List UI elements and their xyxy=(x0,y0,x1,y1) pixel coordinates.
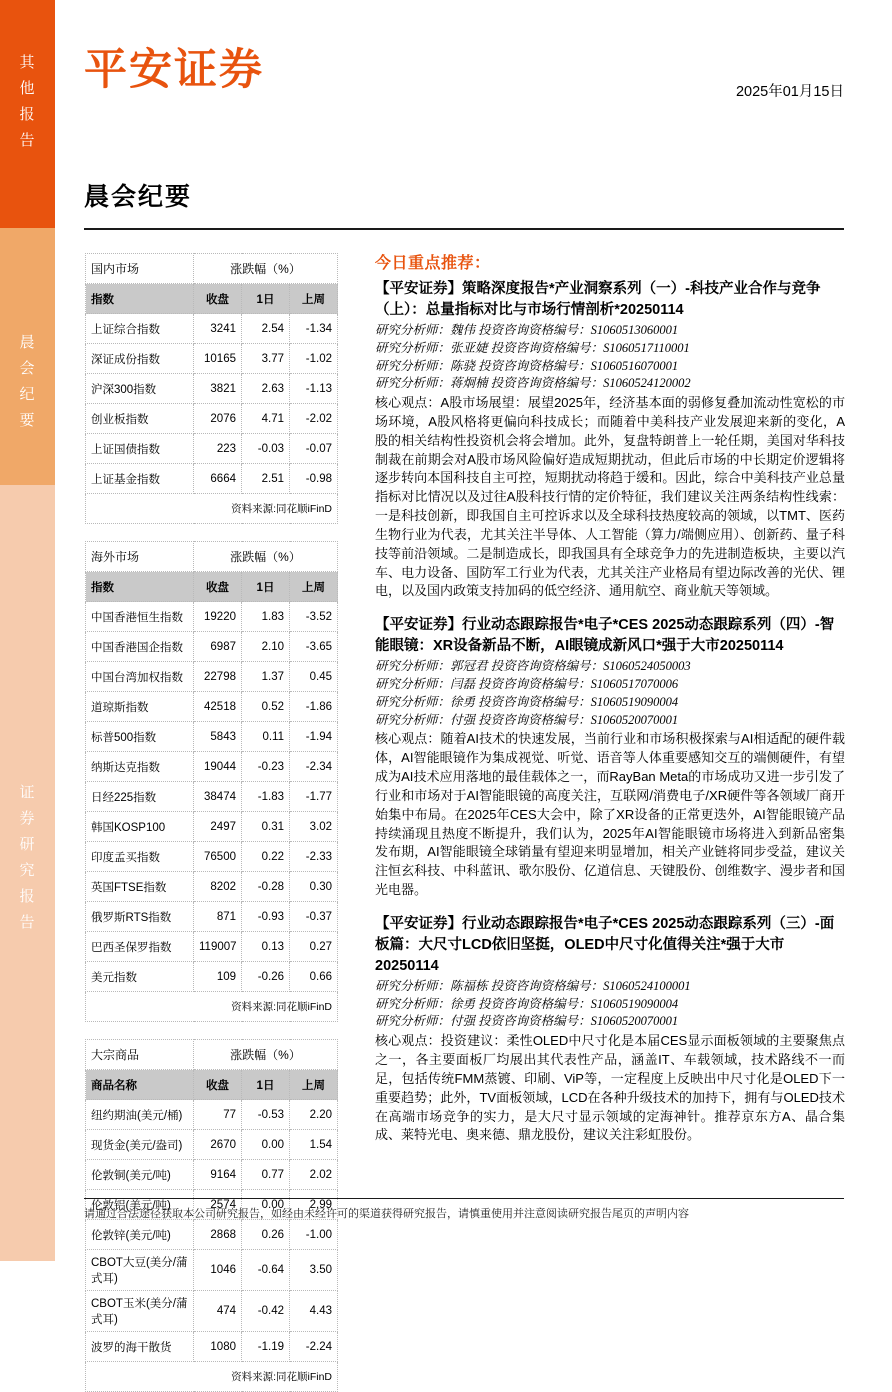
rail-label-research-report xyxy=(0,780,55,936)
row-value: 3.77 xyxy=(242,344,290,374)
row-value: 0.00 xyxy=(242,1130,290,1160)
column-header: 收盘 xyxy=(194,1070,242,1100)
row-value: -1.83 xyxy=(242,782,290,812)
rail-label-other-report-text: 报 xyxy=(19,107,36,123)
table-row xyxy=(86,722,338,752)
row-value: -1.34 xyxy=(290,314,338,344)
report-block xyxy=(375,914,845,1145)
row-value: 0.27 xyxy=(290,932,338,962)
row-label: 中国香港国企指数 xyxy=(86,632,194,662)
row-value: 2.02 xyxy=(290,1160,338,1190)
table-row xyxy=(86,662,338,692)
row-value: 6987 xyxy=(194,632,242,662)
row-value: -0.93 xyxy=(242,902,290,932)
column-header: 收盘 xyxy=(194,572,242,602)
market-table xyxy=(85,253,338,524)
report-core-view: 核心观点：A股市场展望：展望2025年，经济基本面的弱修复叠加流动性宽松的市场环境，A股风格将更偏向科技成长；而随着中美科技产业发展迎来新的变化，A股的相关结构性投资机会将会增加。此外，复盘特朗普上一轮任期，美国对华科技制裁在前期会对A股市场风险偏好造成短期扰动，但此后市场的中长期定价逻辑将逐步转向本国科技自主可控，短期扰动将趋于缓和。因此，综合中美科技产业总量指标对比情况以及过往A股科技行情的定价特征，我们建议关注两条结构性线索：一是科技创新，即我国自主可控诉求以及全球科技热度较高的领域，以TMT、医药生物行业为代表，尤其关注半导体、人工智能（算力/端侧应用）、创新药、量子科技等前沿领域。二是制造成长，即我国具有全球竞争力的先进制造板块，主要以汽车、电力设备、国防军工行业为代表，尤其关注产业格局有望边际改善的光伏、锂电，以及国内政策支持加码的低空经济、通用航空、商业航天等领域。 xyxy=(375,395,845,599)
row-label: 伦敦铝(美元/吨) xyxy=(86,1190,194,1220)
column-header: 指数 xyxy=(86,284,194,314)
row-label: 美元指数 xyxy=(86,962,194,992)
table-row xyxy=(86,1332,338,1362)
row-label: 现货金(美元/盎司) xyxy=(86,1130,194,1160)
report-title[interactable]: 【平安证券】策略深度报告*产业洞察系列（一）-科技产业合作与竞争（上）：总量指标对比与市场行情剖析*20250114 xyxy=(375,281,821,319)
row-value: 1.83 xyxy=(242,602,290,632)
table-row xyxy=(86,602,338,632)
row-value: 0.52 xyxy=(242,692,290,722)
table-column-header-row xyxy=(86,1070,338,1100)
rail-label-research-report-text: 究 xyxy=(19,863,36,879)
row-value: -2.02 xyxy=(290,404,338,434)
row-value: 2497 xyxy=(194,812,242,842)
table-row xyxy=(86,962,338,992)
section-heading: 今日重点推荐： xyxy=(375,255,491,272)
table-source-row xyxy=(86,494,338,524)
row-value: -2.34 xyxy=(290,752,338,782)
row-label: 上证国债指数 xyxy=(86,434,194,464)
rail-label-other-report-text: 告 xyxy=(19,133,36,149)
row-value: -1.19 xyxy=(242,1332,290,1362)
table-row xyxy=(86,1130,338,1160)
column-header: 上周 xyxy=(290,1070,338,1100)
row-value: -0.53 xyxy=(242,1100,290,1130)
row-label: 英国FTSE指数 xyxy=(86,872,194,902)
column-header: 收盘 xyxy=(194,284,242,314)
report-block xyxy=(375,279,845,601)
row-value: 2.10 xyxy=(242,632,290,662)
row-value: -1.13 xyxy=(290,374,338,404)
row-value: 3241 xyxy=(194,314,242,344)
row-value: 6664 xyxy=(194,464,242,494)
row-value: 2.20 xyxy=(290,1100,338,1130)
column-header: 上周 xyxy=(290,284,338,314)
row-value: -2.33 xyxy=(290,842,338,872)
table-group-header xyxy=(86,542,338,572)
table-source: 资料来源:同花顺iFinD xyxy=(86,992,338,1022)
row-label: 纳斯达克指数 xyxy=(86,752,194,782)
report-analyst: 研究分析师：徐勇 投资咨询资格编号：S1060519090004 xyxy=(375,996,679,1011)
row-label: 日经225指数 xyxy=(86,782,194,812)
row-value: 4.43 xyxy=(290,1291,338,1332)
row-value: 76500 xyxy=(194,842,242,872)
row-value: 9164 xyxy=(194,1160,242,1190)
row-value: 19044 xyxy=(194,752,242,782)
row-label: 标普500指数 xyxy=(86,722,194,752)
row-label: 深证成份指数 xyxy=(86,344,194,374)
report-core-view: 核心观点：投资建议：柔性OLED中尺寸化是本届CES显示面板领域的主要聚焦点之一，各主要面板厂均展出其代表性产品，涵盖IT、车载领域，技术路线不一而足，包括传统FMM蒸镀、印刷、ViP等，一定程度上反映出中尺寸化是OLED下一重要趋势；此外，TV面板领域，LCD在各种升级技术的加持下，拥有与OLED技术在高端市场竞争的实力，是大尺寸显示领域的定海神针。推荐京东方A、晶合集成、莱特光电、奥来德、鼎龙股份，建议关注彩虹股份。 xyxy=(375,1033,845,1143)
rail-label-morning-meeting-text: 要 xyxy=(19,413,36,429)
company-logo: 平安证券 xyxy=(84,46,264,94)
table-row xyxy=(86,632,338,662)
row-value: 2670 xyxy=(194,1130,242,1160)
table-row xyxy=(86,752,338,782)
row-value: 42518 xyxy=(194,692,242,722)
row-label: 俄罗斯RTS指数 xyxy=(86,902,194,932)
table-row xyxy=(86,692,338,722)
report-analyst: 研究分析师：陈骁 投资咨询资格编号：S1060516070001 xyxy=(375,358,679,373)
row-value: -0.26 xyxy=(242,962,290,992)
row-value: -0.23 xyxy=(242,752,290,782)
row-label: 纽约期油(美元/桶) xyxy=(86,1100,194,1130)
rail-label-other-report xyxy=(0,50,55,154)
row-label: 中国台湾加权指数 xyxy=(86,662,194,692)
rail-label-other-report-text: 其 xyxy=(19,55,36,71)
row-value: 0.45 xyxy=(290,662,338,692)
table-row xyxy=(86,344,338,374)
report-analyst: 研究分析师：张亚婕 投资咨询资格编号：S1060517110001 xyxy=(375,340,690,355)
table-row xyxy=(86,1250,338,1291)
report-block xyxy=(375,615,845,900)
row-value: 1.54 xyxy=(290,1130,338,1160)
row-value: 2076 xyxy=(194,404,242,434)
row-label: 创业板指数 xyxy=(86,404,194,434)
rail-label-morning-meeting-text: 纪 xyxy=(19,387,36,403)
row-value: 0.26 xyxy=(242,1220,290,1250)
report-analyst: 研究分析师：郭冠君 投资咨询资格编号：S1060524050003 xyxy=(375,659,691,674)
row-label: 巴西圣保罗指数 xyxy=(86,932,194,962)
table-source: 资料来源:同花顺iFinD xyxy=(86,1362,338,1392)
row-value: 2.54 xyxy=(242,314,290,344)
footer-disclaimer: 请通过合法途径获取本公司研究报告，如经由未经许可的渠道获得研究报告，请慎重使用并注意阅读研究报告尾页的声明内容 xyxy=(84,1208,689,1220)
row-value: -1.94 xyxy=(290,722,338,752)
page-title: 晨会纪要 xyxy=(84,183,193,211)
table-row xyxy=(86,374,338,404)
header-divider xyxy=(84,228,844,230)
column-header: 1日 xyxy=(242,284,290,314)
table-row xyxy=(86,812,338,842)
report-analyst: 研究分析师：付强 投资咨询资格编号：S1060520070001 xyxy=(375,1014,679,1029)
row-label: 上证综合指数 xyxy=(86,314,194,344)
row-value: 2.99 xyxy=(290,1190,338,1220)
row-value: 0.11 xyxy=(242,722,290,752)
row-label: 伦敦锌(美元/吨) xyxy=(86,1220,194,1250)
table-row xyxy=(86,902,338,932)
row-value: 2868 xyxy=(194,1220,242,1250)
row-value: 0.30 xyxy=(290,872,338,902)
table-row xyxy=(86,1160,338,1190)
table-spacer xyxy=(85,524,337,541)
row-value: -0.28 xyxy=(242,872,290,902)
table-group-metric: 涨跌幅（%） xyxy=(194,542,338,572)
row-value: -1.77 xyxy=(290,782,338,812)
column-header: 指数 xyxy=(86,572,194,602)
row-value: 3.02 xyxy=(290,812,338,842)
report-analyst: 研究分析师：陈福栋 投资咨询资格编号：S1060524100001 xyxy=(375,978,691,993)
row-value: 3.50 xyxy=(290,1250,338,1291)
row-label: 上证基金指数 xyxy=(86,464,194,494)
row-value: 0.31 xyxy=(242,812,290,842)
report-title[interactable]: 【平安证券】行业动态跟踪报告*电子*CES 2025动态跟踪系列（三）-面板篇：大尺寸LCD依旧坚挺，OLED中尺寸化值得关注*强于大市20250114 xyxy=(375,915,835,974)
row-value: 10165 xyxy=(194,344,242,374)
row-label: CBOT玉米(美分/蒲式耳) xyxy=(86,1291,194,1332)
market-table xyxy=(85,541,338,1022)
row-value: 38474 xyxy=(194,782,242,812)
rail-label-research-report-text: 券 xyxy=(19,811,36,827)
row-value: -3.52 xyxy=(290,602,338,632)
table-column-header-row xyxy=(86,572,338,602)
rail-label-research-report-text: 研 xyxy=(19,837,36,853)
column-header: 商品名称 xyxy=(86,1070,194,1100)
rail-label-morning-meeting xyxy=(0,330,55,434)
row-value: 223 xyxy=(194,434,242,464)
row-value: -1.86 xyxy=(290,692,338,722)
table-group-header xyxy=(86,254,338,284)
recommendations-column xyxy=(375,250,845,1159)
report-analyst: 研究分析师：魏伟 投资咨询资格编号：S1060513060001 xyxy=(375,323,679,338)
table-row xyxy=(86,314,338,344)
report-analyst: 研究分析师：蒋炯楠 投资咨询资格编号：S1060524120002 xyxy=(375,376,691,391)
table-row xyxy=(86,464,338,494)
row-value: 0.22 xyxy=(242,842,290,872)
row-label: 道琼斯指数 xyxy=(86,692,194,722)
row-label: 沪深300指数 xyxy=(86,374,194,404)
table-row xyxy=(86,434,338,464)
row-value: -0.64 xyxy=(242,1250,290,1291)
report-core-view: 核心观点：随着AI技术的快速发展，当前行业和市场积极探索与AI相适配的硬件载体，AI智能眼镜作为集成视觉、听觉、语音等人体重要感知交互的端侧硬件，有望成为AI技术应用落地的最佳载体之一，而RayBan Meta的市场成功又进一步引发了行业和市场对于AI智能眼镜的高度关注，互联网/消费电子/XR硬件等各领域厂商开始集中布局。在2025年CES大会中，除了XR设备的正常更迭外，AI智能眼镜产品持续涌现且热度不断提升，我们认为，2025年AI智能眼镜市场将进入到新品密集发布期，AI智能眼镜全球销量有望迎来明显增加，相关产业链将同步受益，建议关注恒玄科技、中科蓝讯、歌尔股份、亿道信息、天键股份、创维数字、漫步者和国光电器。 xyxy=(375,731,845,898)
table-row xyxy=(86,782,338,812)
row-value: 1046 xyxy=(194,1250,242,1291)
table-row xyxy=(86,1291,338,1332)
rail-label-other-report-text: 他 xyxy=(19,81,36,97)
rail-label-morning-meeting-text: 晨 xyxy=(19,335,36,351)
row-value: 5843 xyxy=(194,722,242,752)
table-group-header xyxy=(86,1040,338,1070)
row-value: 119007 xyxy=(194,932,242,962)
row-value: -1.02 xyxy=(290,344,338,374)
table-group-metric: 涨跌幅（%） xyxy=(194,1040,338,1070)
report-date: 2025年01月15日 xyxy=(735,84,844,100)
row-value: 19220 xyxy=(194,602,242,632)
row-value: -0.37 xyxy=(290,902,338,932)
row-label: 印度孟买指数 xyxy=(86,842,194,872)
table-source-row xyxy=(86,1362,338,1392)
table-source-row xyxy=(86,992,338,1022)
side-rail xyxy=(0,0,55,1261)
column-header: 1日 xyxy=(242,572,290,602)
column-header: 1日 xyxy=(242,1070,290,1100)
column-header: 上周 xyxy=(290,572,338,602)
row-value: -0.03 xyxy=(242,434,290,464)
report-analyst: 研究分析师：闫磊 投资咨询资格编号：S1060517070006 xyxy=(375,677,679,692)
row-value: 1080 xyxy=(194,1332,242,1362)
row-value: 474 xyxy=(194,1291,242,1332)
report-title[interactable]: 【平安证券】行业动态跟踪报告*电子*CES 2025动态跟踪系列（四）-智能眼镜：XR设备新品不断，AI眼镜成新风口*强于大市20250114 xyxy=(375,617,835,655)
row-label: 中国香港恒生指数 xyxy=(86,602,194,632)
row-value: 22798 xyxy=(194,662,242,692)
row-value: 871 xyxy=(194,902,242,932)
table-group-label: 大宗商品 xyxy=(86,1040,194,1070)
row-value: 0.66 xyxy=(290,962,338,992)
row-value: -0.98 xyxy=(290,464,338,494)
report-analyst: 研究分析师：徐勇 投资咨询资格编号：S1060519090004 xyxy=(375,694,679,709)
report-analyst: 研究分析师：付强 投资咨询资格编号：S1060520070001 xyxy=(375,712,679,727)
row-label: 波罗的海干散货 xyxy=(86,1332,194,1362)
row-value: -3.65 xyxy=(290,632,338,662)
row-value: 0.00 xyxy=(242,1190,290,1220)
row-label: CBOT大豆(美分/蒲式耳) xyxy=(86,1250,194,1291)
table-spacer xyxy=(85,1022,337,1039)
market-data-column xyxy=(85,253,337,1392)
rail-label-research-report-text: 告 xyxy=(19,915,36,931)
row-value: 8202 xyxy=(194,872,242,902)
row-value: 1.37 xyxy=(242,662,290,692)
row-value: -0.42 xyxy=(242,1291,290,1332)
row-value: 4.71 xyxy=(242,404,290,434)
row-value: 2574 xyxy=(194,1190,242,1220)
table-group-metric: 涨跌幅（%） xyxy=(194,254,338,284)
table-row xyxy=(86,1220,338,1250)
row-value: 109 xyxy=(194,962,242,992)
table-row xyxy=(86,872,338,902)
table-row xyxy=(86,842,338,872)
row-value: 77 xyxy=(194,1100,242,1130)
rail-label-morning-meeting-text: 会 xyxy=(19,361,36,377)
table-group-label: 海外市场 xyxy=(86,542,194,572)
row-label: 伦敦铜(美元/吨) xyxy=(86,1160,194,1190)
row-value: -2.24 xyxy=(290,1332,338,1362)
table-source: 资料来源:同花顺iFinD xyxy=(86,494,338,524)
table-group-label: 国内市场 xyxy=(86,254,194,284)
row-value: 0.13 xyxy=(242,932,290,962)
rail-label-research-report-text: 报 xyxy=(19,889,36,905)
row-value: 0.77 xyxy=(242,1160,290,1190)
table-row xyxy=(86,1100,338,1130)
row-value: -1.00 xyxy=(290,1220,338,1250)
row-value: 2.51 xyxy=(242,464,290,494)
table-row xyxy=(86,932,338,962)
table-column-header-row xyxy=(86,284,338,314)
footer-divider xyxy=(84,1198,844,1199)
rail-label-research-report-text: 证 xyxy=(19,785,36,801)
table-row xyxy=(86,404,338,434)
row-value: 2.63 xyxy=(242,374,290,404)
row-value: -0.07 xyxy=(290,434,338,464)
row-value: 3821 xyxy=(194,374,242,404)
row-label: 韩国KOSP100 xyxy=(86,812,194,842)
